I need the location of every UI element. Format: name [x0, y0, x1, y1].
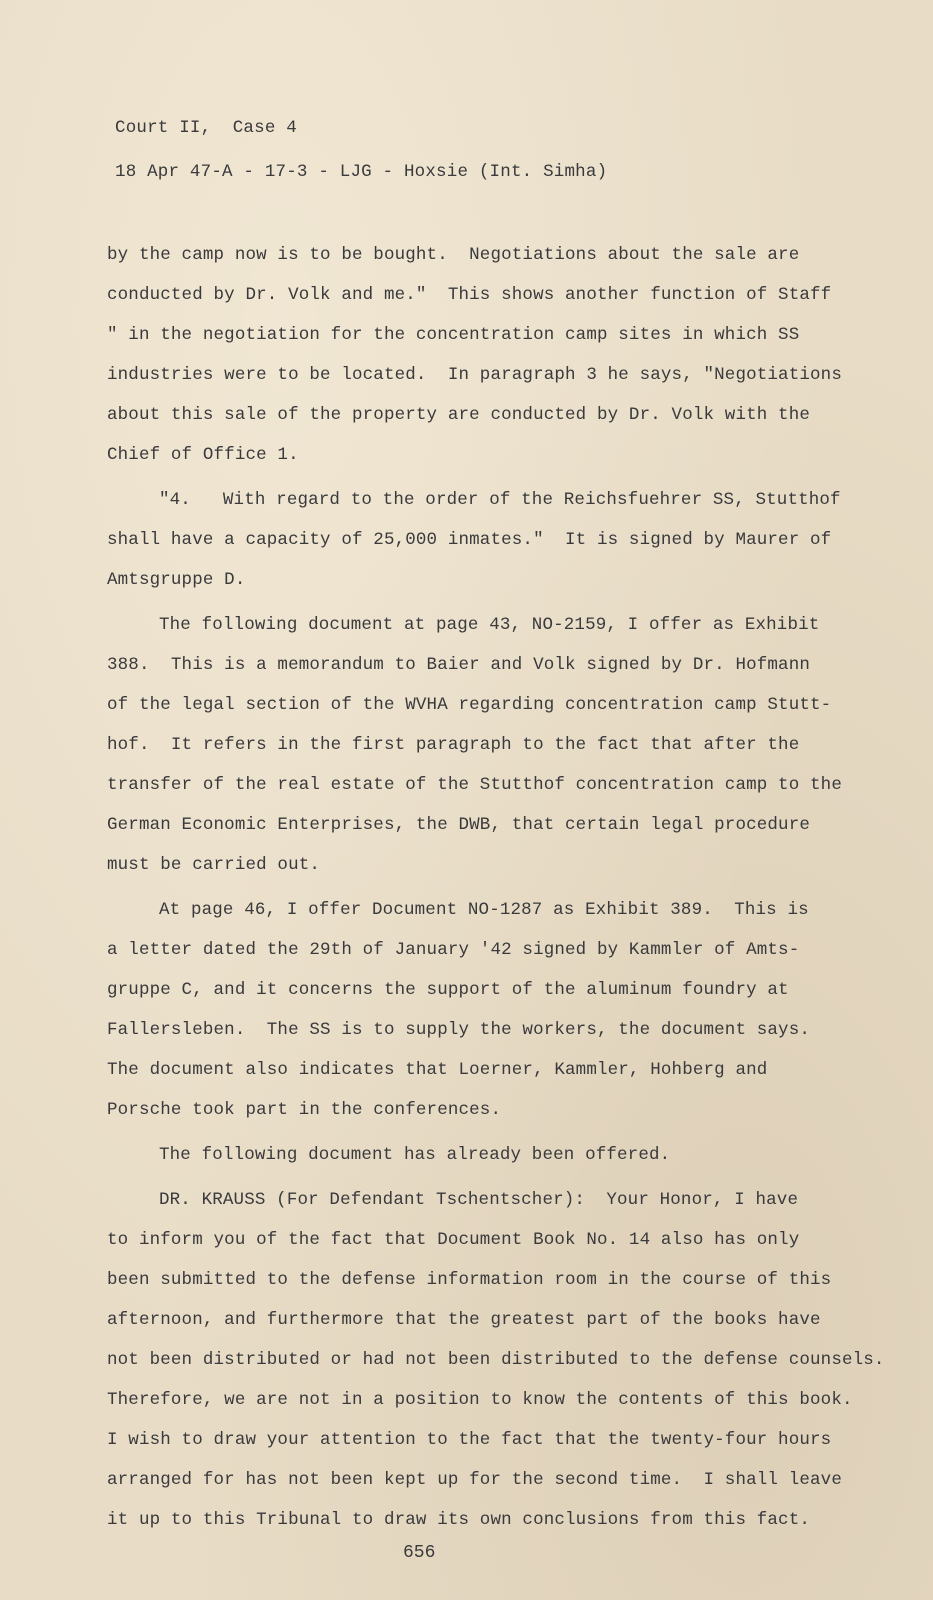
- text-line: by the camp now is to be bought. Negotiations about the sale are: [107, 245, 800, 265]
- text-line: a letter dated the 29th of January '42 signed by Kammler of Amts-: [107, 940, 800, 960]
- page-number: 656: [403, 1543, 436, 1563]
- text-line: The following document has already been offered.: [159, 1145, 671, 1165]
- case-header: Court II, Case 4: [115, 118, 297, 138]
- text-line: The document also indicates that Loerner, Kammler, Hohberg and: [107, 1060, 768, 1080]
- text-line: of the legal section of the WVHA regarding concentration camp Stutt-: [107, 695, 832, 715]
- text-line: Amtsgruppe D.: [107, 570, 246, 590]
- text-line: Fallersleben. The SS is to supply the workers, the document says.: [107, 1020, 811, 1040]
- text-line: been submitted to the defense information room in the course of this: [107, 1270, 832, 1290]
- text-line: " in the negotiation for the concentration camp sites in which SS: [107, 325, 800, 345]
- text-line: about this sale of the property are conducted by Dr. Volk with the: [107, 405, 811, 425]
- text-line: gruppe C, and it concerns the support of the aluminum foundry at: [107, 980, 789, 1000]
- text-line: 388. This is a memorandum to Baier and Volk signed by Dr. Hofmann: [107, 655, 811, 675]
- text-line: German Economic Enterprises, the DWB, that certain legal procedure: [107, 815, 811, 835]
- text-line: afternoon, and furthermore that the greatest part of the books have: [107, 1310, 821, 1330]
- text-line: not been distributed or had not been distributed to the defense counsels.: [107, 1350, 885, 1370]
- text-line: it up to this Tribunal to draw its own conclusions from this fact.: [107, 1510, 811, 1530]
- text-line: conducted by Dr. Volk and me." This shows another function of Staff: [107, 285, 832, 305]
- text-line: hof. It refers in the first paragraph to the fact that after the: [107, 735, 800, 755]
- text-line: I wish to draw your attention to the fact that the twenty-four hours: [107, 1430, 832, 1450]
- text-line: At page 46, I offer Document NO-1287 as Exhibit 389. This is: [159, 900, 809, 920]
- text-line: industries were to be located. In paragraph 3 he says, "Negotiations: [107, 365, 842, 385]
- text-line: transfer of the real estate of the Stutthof concentration camp to the: [107, 775, 842, 795]
- text-line: Chief of Office 1.: [107, 445, 299, 465]
- text-line: must be carried out.: [107, 855, 321, 875]
- session-header: 18 Apr 47-A - 17-3 - LJG - Hoxsie (Int. Simha): [115, 162, 608, 182]
- text-line: shall have a capacity of 25,000 inmates." It is signed by Maurer of: [107, 530, 832, 550]
- text-line: The following document at page 43, NO-2159, I offer as Exhibit: [159, 615, 820, 635]
- text-line: Therefore, we are not in a position to know the contents of this book.: [107, 1390, 853, 1410]
- text-line: Porsche took part in the conferences.: [107, 1100, 502, 1120]
- text-line: DR. KRAUSS (For Defendant Tschentscher): Your Honor, I have: [159, 1190, 799, 1210]
- text-line: to inform you of the fact that Document Book No. 14 also has only: [107, 1230, 800, 1250]
- text-line: arranged for has not been kept up for the second time. I shall leave: [107, 1470, 842, 1490]
- text-line: "4. With regard to the order of the Reichsfuehrer SS, Stutthof: [159, 490, 841, 510]
